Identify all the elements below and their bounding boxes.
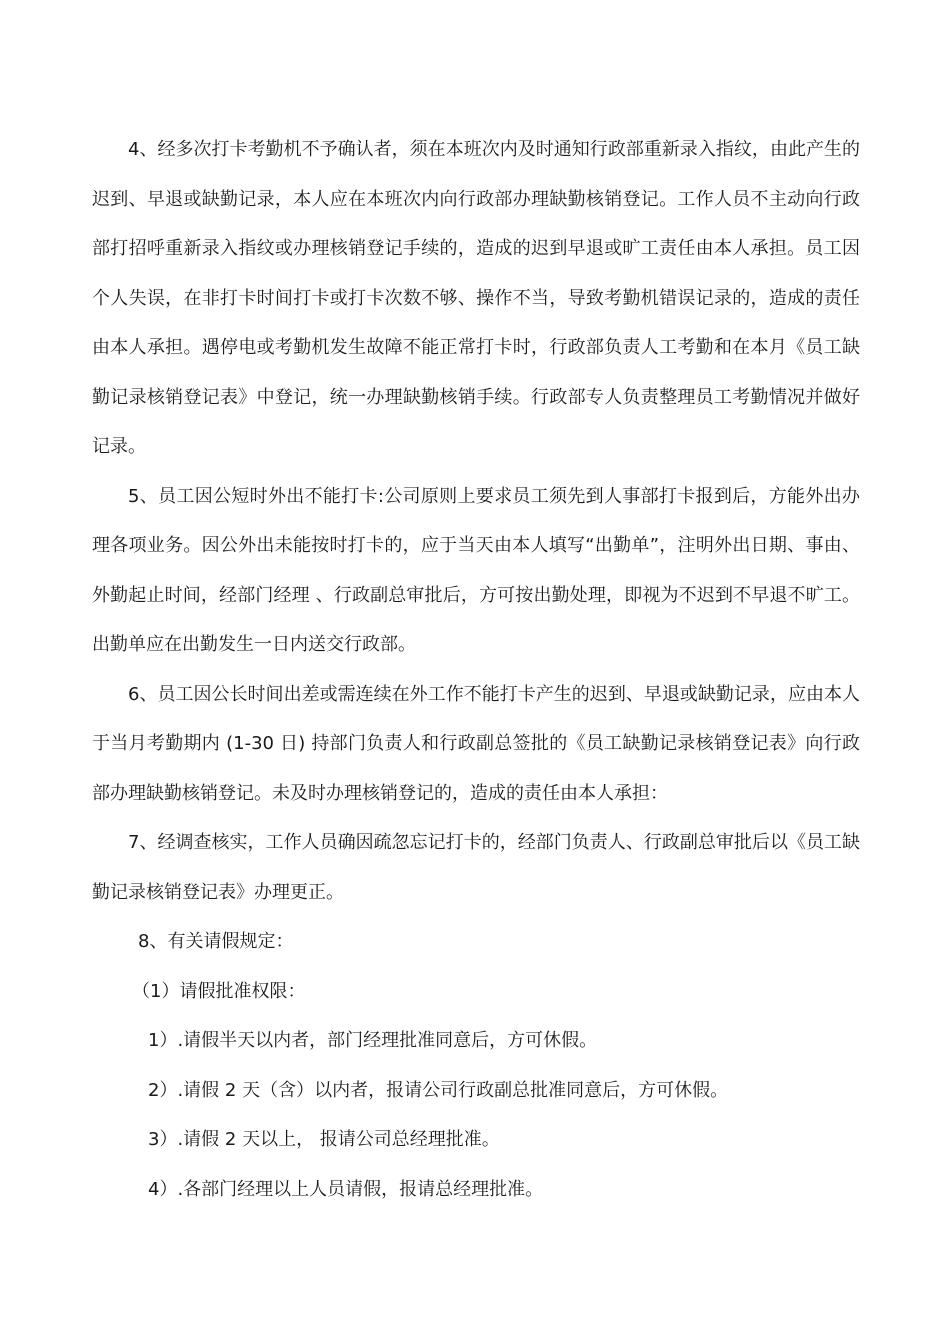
paragraph-item-5: 5、员工因公短时外出不能打卡:公司原则上要求员工须先到人事部打卡报到后，方能外出办理各项业务。因公外出未能按时打卡的，应于当天由本人填写“出勤单”，注明外出日期、事由、外勤起止时间，经部门经理 、行政副总审批后，方可按出勤处理，即视为不迟到不早退不旷工。出勤单应在出勤发生一日内送交行政部。 <box>92 485 860 655</box>
document-page <box>92 125 860 1214</box>
paragraph-item-6: 6、员工因公长时间出差或需连续在外工作不能打卡产生的迟到、早退或缺勤记录，应由本人于当月考勤期内 (1-30 日) 持部门负责人和行政副总签批的《员工缺勤记录核销登记表》向行政部办理缺勤核销登记。未及时办理核销登记的，造成的责任由本人承担： <box>92 683 860 804</box>
section-heading-leave-rules: 8、有关请假规定： <box>138 931 294 952</box>
list-item: 3）.请假 2 天以上， 报请公司总经理批准。 <box>148 1129 500 1150</box>
list-item: 2）.请假 2 天（含）以内者，报请公司行政副总批准同意后，方可休假。 <box>148 1079 729 1101</box>
paragraph-item-4: 4、经多次打卡考勤机不予确认者，须在本班次内及时通知行政部重新录入指纹，由此产生的迟到、早退或缺勤记录，本人应在本班次内向行政部办理缺勤核销登记。工作人员不主动向行政部打招呼重新录入指纹或办理核销登记手续的，造成的迟到早退或旷工责任由本人承担。员工因个人失误，在非打卡时间打卡或打卡次数不够、操作不当，导致考勤机错误记录的，造成的责任由本人承担。遇停电或考勤机发生故障不能正常打卡时，行政部负责人工考勤和在本月《员工缺勤记录核销登记表》中登记，统一办理缺勤核销手续。行政部专人负责整理员工考勤情况并做好记录。 <box>92 139 860 457</box>
subsection-heading-approval-authority: （1）请假批准权限： <box>132 980 306 1002</box>
paragraph-item-7: 7、经调查核实，工作人员确因疏忽忘记打卡的，经部门负责人、行政副总审批后以《员工缺勤记录核销登记表》办理更正。 <box>92 832 860 903</box>
list-item: 1）.请假半天以内者，部门经理批准同意后，方可休假。 <box>148 1030 598 1051</box>
list-item: 4）.各部门经理以上人员请假，报请总经理批准。 <box>148 1178 544 1200</box>
